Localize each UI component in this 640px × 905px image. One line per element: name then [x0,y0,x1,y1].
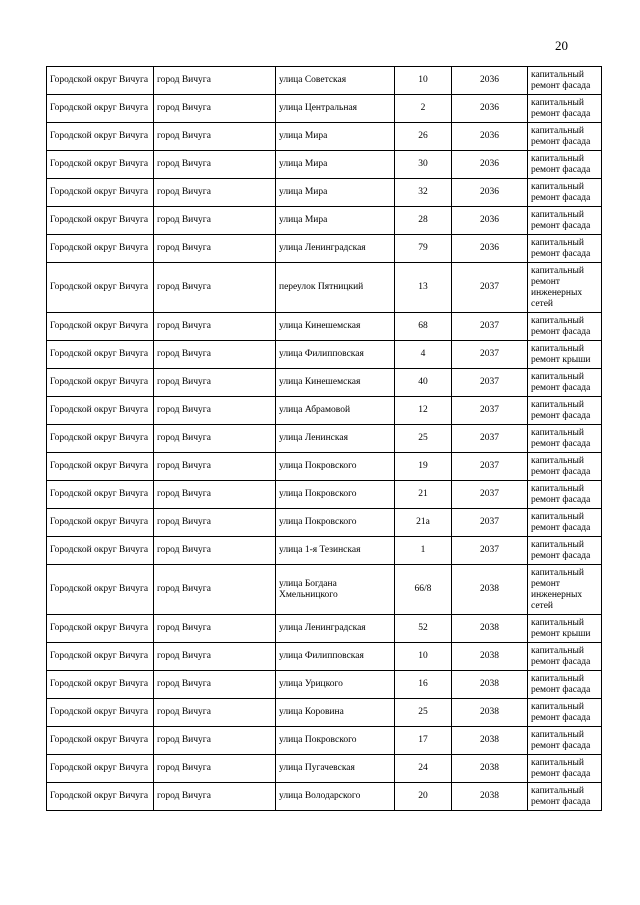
street-cell: улица Пугачевская [276,755,395,783]
municipality-cell: Городской округ Вичуга [47,425,154,453]
municipality-cell: Городской округ Вичуга [47,151,154,179]
table-row [47,95,602,123]
house-number-cell: 52 [395,615,452,643]
city-cell: город Вичуга [154,425,276,453]
municipality-cell: Городской округ Вичуга [47,481,154,509]
street-cell: улица Кинешемская [276,313,395,341]
table-row [47,727,602,755]
work-type-cell: капитальный ремонт фасада [528,95,602,123]
city-cell: город Вичуга [154,615,276,643]
work-type-cell: капитальный ремонт фасада [528,235,602,263]
year-cell: 2038 [452,565,528,615]
street-cell: улица Мира [276,207,395,235]
municipality-cell: Городской округ Вичуга [47,755,154,783]
street-cell: улица Кинешемская [276,369,395,397]
year-cell: 2038 [452,699,528,727]
street-cell: улица Покровского [276,727,395,755]
work-type-cell: капитальный ремонт фасада [528,537,602,565]
work-type-cell: капитальный ремонт крыши [528,341,602,369]
work-type-cell: капитальный ремонт фасада [528,509,602,537]
table-row [47,341,602,369]
work-type-cell: капитальный ремонт фасада [528,643,602,671]
street-cell: улица Абрамовой [276,397,395,425]
house-number-cell: 79 [395,235,452,263]
house-number-cell: 25 [395,699,452,727]
city-cell: город Вичуга [154,643,276,671]
city-cell: город Вичуга [154,565,276,615]
house-number-cell: 26 [395,123,452,151]
year-cell: 2036 [452,67,528,95]
house-number-cell: 21 [395,481,452,509]
work-type-cell: капитальный ремонт фасада [528,179,602,207]
year-cell: 2037 [452,481,528,509]
work-type-cell: капитальный ремонт фасада [528,313,602,341]
house-number-cell: 40 [395,369,452,397]
work-type-cell: капитальный ремонт фасада [528,425,602,453]
table-row [47,615,602,643]
house-number-cell: 17 [395,727,452,755]
year-cell: 2037 [452,425,528,453]
municipality-cell: Городской округ Вичуга [47,341,154,369]
municipality-cell: Городской округ Вичуга [47,67,154,95]
municipality-cell: Городской округ Вичуга [47,235,154,263]
year-cell: 2037 [452,341,528,369]
municipality-cell: Городской округ Вичуга [47,397,154,425]
municipality-cell: Городской округ Вичуга [47,123,154,151]
street-cell: улица Покровского [276,453,395,481]
table-row [47,179,602,207]
city-cell: город Вичуга [154,123,276,151]
municipality-cell: Городской округ Вичуга [47,453,154,481]
house-number-cell: 28 [395,207,452,235]
house-number-cell: 21а [395,509,452,537]
street-cell: улица Урицкого [276,671,395,699]
work-type-cell: капитальный ремонт фасада [528,727,602,755]
city-cell: город Вичуга [154,67,276,95]
year-cell: 2038 [452,615,528,643]
municipality-cell: Городской округ Вичуга [47,783,154,811]
work-type-cell: капитальный ремонт крыши [528,615,602,643]
work-type-cell: капитальный ремонт инженерных сетей [528,263,602,313]
table-row [47,235,602,263]
work-type-cell: капитальный ремонт инженерных сетей [528,565,602,615]
municipality-cell: Городской округ Вичуга [47,207,154,235]
work-type-cell: капитальный ремонт фасада [528,67,602,95]
city-cell: город Вичуга [154,95,276,123]
street-cell: улица 1-я Тезинская [276,537,395,565]
year-cell: 2037 [452,537,528,565]
table-row [47,671,602,699]
municipality-cell: Городской округ Вичуга [47,727,154,755]
table-row [47,699,602,727]
street-cell: улица Мира [276,123,395,151]
city-cell: город Вичуга [154,453,276,481]
house-number-cell: 30 [395,151,452,179]
municipality-cell: Городской округ Вичуга [47,509,154,537]
table-row [47,453,602,481]
municipality-cell: Городской округ Вичуга [47,615,154,643]
city-cell: город Вичуга [154,207,276,235]
table-body [47,67,602,811]
year-cell: 2037 [452,263,528,313]
street-cell: улица Советская [276,67,395,95]
house-number-cell: 20 [395,783,452,811]
city-cell: город Вичуга [154,235,276,263]
house-number-cell: 68 [395,313,452,341]
municipality-cell: Городской округ Вичуга [47,671,154,699]
table-row [47,313,602,341]
city-cell: город Вичуга [154,313,276,341]
year-cell: 2038 [452,671,528,699]
table-row [47,123,602,151]
city-cell: город Вичуга [154,671,276,699]
street-cell: переулок Пятницкий [276,263,395,313]
city-cell: город Вичуга [154,783,276,811]
year-cell: 2038 [452,783,528,811]
year-cell: 2037 [452,453,528,481]
street-cell: улица Ленинградская [276,615,395,643]
table-row [47,425,602,453]
table-row [47,509,602,537]
house-number-cell: 1 [395,537,452,565]
street-cell: улица Ленинская [276,425,395,453]
work-type-cell: капитальный ремонт фасада [528,123,602,151]
street-cell: улица Покровского [276,509,395,537]
municipality-cell: Городской округ Вичуга [47,369,154,397]
table-row [47,481,602,509]
house-number-cell: 32 [395,179,452,207]
street-cell: улица Центральная [276,95,395,123]
work-type-cell: капитальный ремонт фасада [528,671,602,699]
repair-schedule-table [46,66,602,811]
municipality-cell: Городской округ Вичуга [47,699,154,727]
house-number-cell: 12 [395,397,452,425]
city-cell: город Вичуга [154,151,276,179]
year-cell: 2036 [452,235,528,263]
city-cell: город Вичуга [154,727,276,755]
street-cell: улица Мира [276,151,395,179]
year-cell: 2037 [452,369,528,397]
municipality-cell: Городской округ Вичуга [47,263,154,313]
work-type-cell: капитальный ремонт фасада [528,783,602,811]
house-number-cell: 13 [395,263,452,313]
table-row [47,369,602,397]
house-number-cell: 4 [395,341,452,369]
house-number-cell: 16 [395,671,452,699]
work-type-cell: капитальный ремонт фасада [528,755,602,783]
city-cell: город Вичуга [154,397,276,425]
street-cell: улица Филипповская [276,341,395,369]
table-row [47,783,602,811]
city-cell: город Вичуга [154,481,276,509]
municipality-cell: Городской округ Вичуга [47,643,154,671]
table-row [47,643,602,671]
year-cell: 2037 [452,509,528,537]
city-cell: город Вичуга [154,509,276,537]
page-number: 20 [555,38,568,53]
year-cell: 2037 [452,313,528,341]
street-cell: улица Ленинградская [276,235,395,263]
municipality-cell: Городской округ Вичуга [47,313,154,341]
year-cell: 2036 [452,151,528,179]
street-cell: улица Мира [276,179,395,207]
street-cell: улица Коровина [276,699,395,727]
street-cell: улица Покровского [276,481,395,509]
municipality-cell: Городской округ Вичуга [47,95,154,123]
work-type-cell: капитальный ремонт фасада [528,699,602,727]
city-cell: город Вичуга [154,369,276,397]
house-number-cell: 24 [395,755,452,783]
municipality-cell: Городской округ Вичуга [47,565,154,615]
table-row [47,755,602,783]
city-cell: город Вичуга [154,179,276,207]
year-cell: 2036 [452,123,528,151]
house-number-cell: 19 [395,453,452,481]
house-number-cell: 10 [395,67,452,95]
table-row [47,397,602,425]
table-row [47,565,602,615]
street-cell: улица Богдана Хмельницкого [276,565,395,615]
street-cell: улица Филипповская [276,643,395,671]
city-cell: город Вичуга [154,341,276,369]
municipality-cell: Городской округ Вичуга [47,179,154,207]
work-type-cell: капитальный ремонт фасада [528,207,602,235]
year-cell: 2038 [452,643,528,671]
city-cell: город Вичуга [154,755,276,783]
table-row [47,151,602,179]
street-cell: улица Володарского [276,783,395,811]
table-row [47,207,602,235]
year-cell: 2038 [452,755,528,783]
municipality-cell: Городской округ Вичуга [47,537,154,565]
work-type-cell: капитальный ремонт фасада [528,369,602,397]
house-number-cell: 66/8 [395,565,452,615]
house-number-cell: 25 [395,425,452,453]
year-cell: 2036 [452,179,528,207]
house-number-cell: 2 [395,95,452,123]
city-cell: город Вичуга [154,263,276,313]
city-cell: город Вичуга [154,537,276,565]
year-cell: 2037 [452,397,528,425]
table-row [47,263,602,313]
house-number-cell: 10 [395,643,452,671]
work-type-cell: капитальный ремонт фасада [528,397,602,425]
table-row [47,67,602,95]
work-type-cell: капитальный ремонт фасада [528,151,602,179]
year-cell: 2036 [452,207,528,235]
year-cell: 2036 [452,95,528,123]
year-cell: 2038 [452,727,528,755]
work-type-cell: капитальный ремонт фасада [528,453,602,481]
table-row [47,537,602,565]
work-type-cell: капитальный ремонт фасада [528,481,602,509]
city-cell: город Вичуга [154,699,276,727]
